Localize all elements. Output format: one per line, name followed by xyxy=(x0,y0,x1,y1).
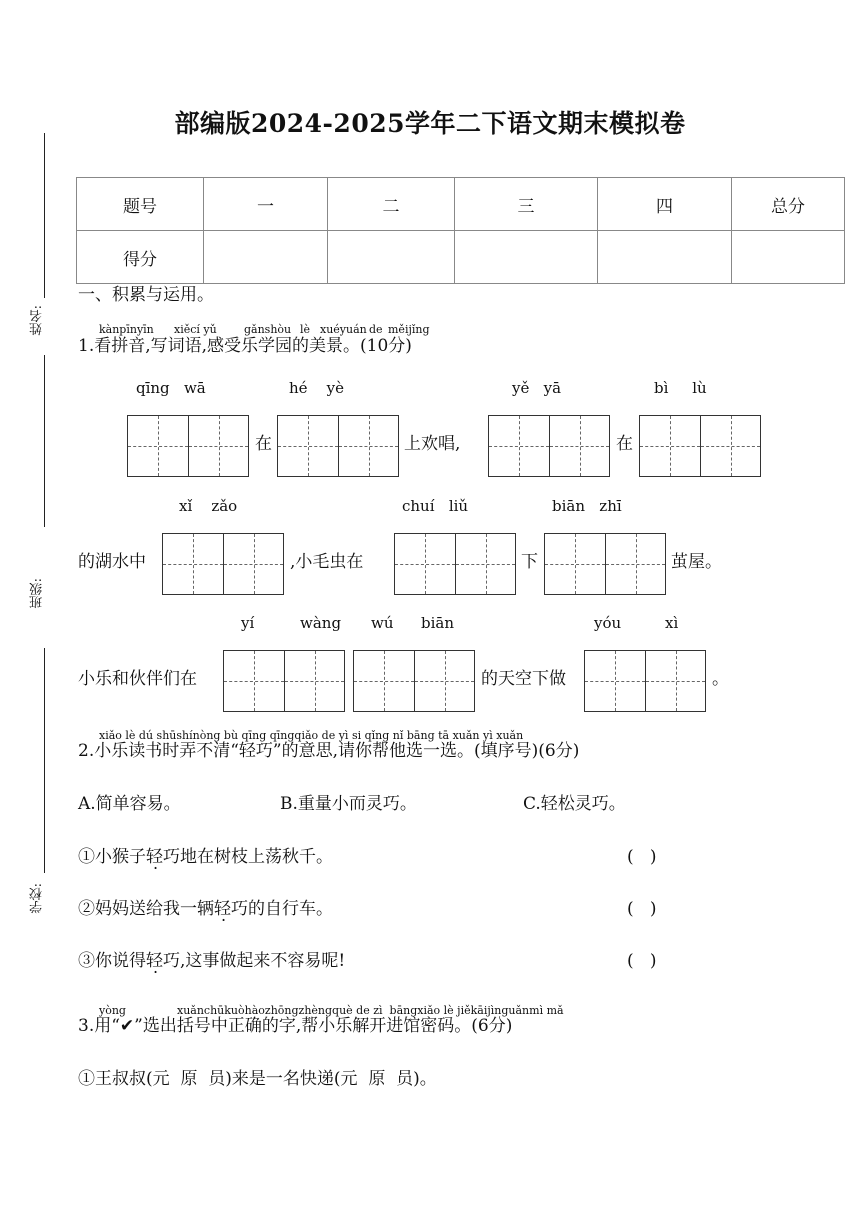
text: 茧屋。 xyxy=(671,552,722,572)
option-a: A.简单容易。 xyxy=(78,794,181,814)
score-cell[interactable] xyxy=(732,231,845,284)
pinyin: bì lù xyxy=(654,379,707,397)
text: 小乐和伙伴们在 xyxy=(78,669,197,689)
pinyin: yě yā xyxy=(512,379,562,397)
pinyin: qīng wā xyxy=(136,379,206,397)
question-1: 1.看拼音,写词语,感受乐学园的美景。(10分) xyxy=(78,336,412,356)
score-header: 三 xyxy=(455,178,598,231)
margin-line xyxy=(44,355,45,527)
pinyin: wàng xyxy=(300,614,342,632)
pinyin: xuǎnchūkuòhàozhōngzhèngquè de zì bāngxiǎo lè jiěkāijìnguǎnmì mǎ xyxy=(177,1004,564,1017)
option-c: C.轻松灵巧。 xyxy=(523,794,626,814)
question-2: 2.小乐读书时弄不清“轻巧”的意思,请你帮他选一选。(填序号)(6分) xyxy=(78,741,580,761)
emphasis-word: 轻巧 xyxy=(146,847,180,867)
score-header: 一 xyxy=(204,178,328,231)
pinyin: de xyxy=(369,323,383,336)
text: ,小毛虫在 xyxy=(290,552,364,572)
score-cell[interactable] xyxy=(328,231,455,284)
pinyin: yí xyxy=(241,614,255,632)
writing-box[interactable] xyxy=(488,415,610,477)
answer-paren[interactable]: ( ) xyxy=(627,847,657,867)
writing-box[interactable] xyxy=(277,415,399,477)
writing-box[interactable] xyxy=(544,533,666,595)
score-header: 总分 xyxy=(732,178,845,231)
sentence-item: ①小猴子轻巧地在树枝上荡秋千。 xyxy=(78,847,333,867)
pinyin: chuí liǔ xyxy=(402,497,469,515)
pinyin: yóu xyxy=(594,614,622,632)
answer-paren[interactable]: ( ) xyxy=(627,899,657,919)
text: 。 xyxy=(712,669,729,689)
score-table xyxy=(76,177,845,284)
sentence-item: ②妈妈送给我一辆轻巧的自行车。 xyxy=(78,899,333,919)
pinyin: xuéyuán xyxy=(320,323,367,336)
score-cell[interactable] xyxy=(455,231,598,284)
name-label: 姓名: xyxy=(30,305,45,336)
pinyin: xiěcí yǔ xyxy=(174,323,217,336)
margin-line xyxy=(44,648,45,873)
margin-line xyxy=(44,133,45,298)
school-label: 学校: xyxy=(30,883,45,914)
pinyin: biān xyxy=(421,614,455,632)
text: 在 xyxy=(616,434,633,454)
text: 的天空下做 xyxy=(481,669,566,689)
class-label: 班级: xyxy=(30,578,45,609)
text: 在 xyxy=(255,434,272,454)
pinyin: měijǐng xyxy=(388,323,430,336)
section-heading: 一、积累与运用。 xyxy=(78,285,214,305)
page-title: 部编版2024-2025学年二下语文期末模拟卷 xyxy=(174,109,686,138)
text: 上欢唱, xyxy=(404,434,461,454)
writing-box[interactable] xyxy=(353,650,475,712)
emphasis-word: 轻巧 xyxy=(214,899,248,919)
text: 下 xyxy=(521,552,538,572)
score-row-label: 得分 xyxy=(77,231,204,284)
pinyin: kànpīnyīn xyxy=(99,323,154,336)
sentence-item: ①王叔叔(元 原 员)来是一名快递(元 原 员)。 xyxy=(78,1069,437,1089)
score-header: 题号 xyxy=(77,178,204,231)
score-header: 四 xyxy=(598,178,732,231)
pinyin: xǐ zǎo xyxy=(179,497,238,515)
pinyin: lè xyxy=(300,323,311,336)
pinyin: gǎnshòu xyxy=(244,323,292,336)
pinyin: biān zhī xyxy=(552,497,622,515)
text: 的湖水中 xyxy=(78,552,146,572)
writing-box[interactable] xyxy=(162,533,284,595)
score-header: 二 xyxy=(328,178,455,231)
pinyin: wú xyxy=(371,614,394,632)
pinyin: yòng xyxy=(99,1004,126,1017)
pinyin: xiǎo lè dú shūshínòng bù qīng qīngqiǎo de yì si qǐng nǐ bāng tā xuǎn yì xuǎn xyxy=(99,729,524,742)
score-cell[interactable] xyxy=(204,231,328,284)
writing-box[interactable] xyxy=(639,415,761,477)
pinyin: xì xyxy=(665,614,679,632)
score-cell[interactable] xyxy=(598,231,732,284)
answer-paren[interactable]: ( ) xyxy=(627,951,657,971)
sentence-item: ③你说得轻巧,这事做起来不容易呢! xyxy=(78,951,346,971)
question-3: 3.用“✔”选出括号中正确的字,帮小乐解开进馆密码。(6分) xyxy=(78,1016,513,1036)
pinyin: hé yè xyxy=(289,379,344,397)
writing-box[interactable] xyxy=(223,650,345,712)
emphasis-word: 轻巧 xyxy=(146,951,180,971)
writing-box[interactable] xyxy=(584,650,706,712)
writing-box[interactable] xyxy=(127,415,249,477)
writing-box[interactable] xyxy=(394,533,516,595)
option-b: B.重量小而灵巧。 xyxy=(280,794,417,814)
